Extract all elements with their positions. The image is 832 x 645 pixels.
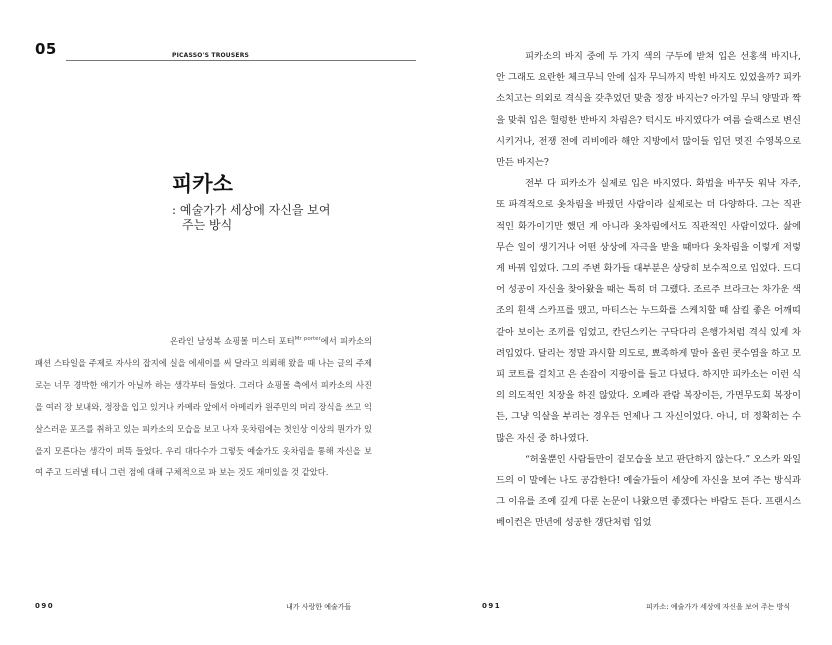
paragraph-2: 전부 다 피카소가 실제로 입은 바지였다. 화법을 바꾸듯 워낙 자주, 또 파격적으로 옷차림을 바꿨던 사람이라 실제로는 더 다양하다. 그는 직관적인 화가이기만 했던 게 아니라 옷차림에서도 직관적인 사람이었다. 삶에 무슨 일이 생기거나 어떤 상상에 자극을 받을 때마다 옷차림을 이렇게 저렇게 바꿔 입었다. 그의 주변 화가들 대부분은 상당히 보수적으로 입었다. 드디어 성공이 자신을 찾아왔을 때는 특히 더 그랬다. 조르주 브라크는 차가운 색조의 흰색 스카프를 맸고, 마티스는 누드화를 스케치할 때 삼킬 좋은 어깨띠 같아 보이는 조끼를 입었고, 칸딘스키는 구닥다리 은행가처럼 격식 있게 차려입었다. 달리는 정말 과시할 의도로, 뾰족하게 말아 올린 콧수염을 하고 모피 코트를 걸치고 은 손잡이 지팡이를 들고 다녔다. 하지만 피카소는 이런 식의 의도적인 치장을 하진 않았다. 오페라 관람 복장이든, 가면무도회 복장이든, 그냥 익살을 부리는 경우든 언제나 그 자신이었다. 아니, 더 정확히는 수많은 자신 중 하나였다.: [496, 178, 801, 444]
right-page: [416, 0, 832, 645]
essay-superscript: Mr porter: [294, 336, 321, 342]
body-text: [496, 46, 801, 534]
intro-essay: [35, 329, 372, 484]
paragraph-1: 피카소의 바지 중에 두 가지 색의 구두에 받쳐 입은 선홍색 바지나, 안 그래도 요란한 체크무늬 안에 십자 무늬까지 박힌 바지도 있었을까? 피카소치고는 의외로 격식을 갖추었던 맞춤 정장 바지는? 아가일 무늬 양말과 짝을 맞춰 입은 헐렁한 반바지 차림은? 턱시도 바지였다가 여름 슬랙스로 변신시키거나, 전쟁 전에 리비에라 해안 지방에서 많이들 입던 멋진 수영복으로 만든 바지는?: [496, 51, 801, 169]
header-rule: [66, 60, 416, 61]
page-number-left: 090: [35, 602, 55, 610]
paragraph-3: “허울뿐인 사람들만이 겉모습을 보고 판단하지 않는다.” 오스카 와일드의 이 말에는 나도 공감한다! 예술가들이 세상에 자신을 보여 주는 방식과 그 이유를 조예 깊게 다룬 논문이 나왔으면 좋겠다는 바람도 든다. 프랜시스 베이컨은 만년에 성공한 갱단처럼 입었: [496, 453, 801, 529]
running-title: PICASSO'S TROUSERS: [172, 52, 250, 59]
chapter-number: 05: [35, 40, 57, 58]
chapter-subtitle: [172, 203, 362, 233]
footer-book-title: 내가 사랑한 예술가들: [286, 603, 352, 611]
essay-text-start: 온라인 남성복 쇼핑몰 미스터 포터: [170, 336, 295, 346]
footer-chapter-title: 피카소: 예술가가 세상에 자신을 보여 주는 방식: [646, 603, 791, 611]
subtitle-line-1: : 예술가가 세상에 자신을 보여: [172, 203, 331, 217]
chapter-title: 피카소: [172, 172, 233, 196]
page-number-right: 091: [482, 602, 502, 610]
essay-text-rest: 에서 피카소의 패션 스타일을 주제로 자사의 잡지에 실을 에세이를 써 달라고 의뢰해 왔을 때 나는 글의 주제로는 너무 경박한 얘기가 아닐까 하는 생각부터 들었다. 그러다 쇼핑몰 측에서 피카소의 사진을 여러 장 보내와, 정장을 입고 있거나 카메라 앞에서 아메리카 원주민의 머리 장식을 쓰고 익살스러운 포즈를 취하고 있는 피카소의 모습을 보고 나자 옷차림에는 첫인상 이상의 뭔가가 있을지 모른다는 생각이 퍼뜩 들었다. 우리 대다수가 그렇듯 예술가도 옷차림을 통해 자신을 보여 주고 드러낼 테니 그런 점에 대해 구체적으로 파 보는 것도 재미있을 것 같았다.: [35, 336, 372, 478]
subtitle-line-2: 주는 방식: [182, 218, 233, 232]
